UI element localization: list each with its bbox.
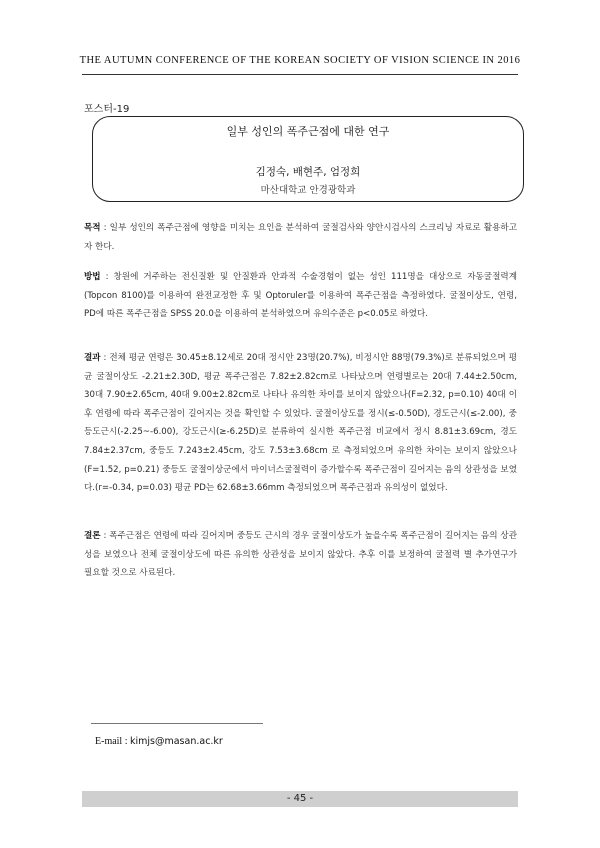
page-number: - 45 - <box>286 793 314 804</box>
footnote-rule <box>91 723 263 724</box>
poster-number: 포스터-19 <box>84 104 130 115</box>
title-box <box>92 116 524 202</box>
section-results <box>84 349 517 498</box>
email-label: E-mail : <box>95 736 130 747</box>
footnote-email <box>95 736 223 747</box>
header-rule <box>82 74 518 75</box>
section-methods-label: 방법 <box>84 272 101 282</box>
section-conclusion-label: 결론 <box>84 531 101 541</box>
section-methods-text: : 창원에 거주하는 전신질환 및 안질환과 안과적 수술경험이 없는 성인 111명을 대상으로 자동굴절력계(Topcon 8100)를 이용하여 완전교정한 후 및 Optoruler를 이용하여 폭주근점을 측정하였다. 굴절이상도, 연령, PD에 따른 폭주근점을 SPSS 20.0을 이용하여 분석하였으며 유의수준은 p<0.05로 하였다. <box>84 272 517 320</box>
section-conclusion <box>84 527 517 583</box>
paper-affiliation: 마산대학교 안경광학과 <box>260 185 356 196</box>
page-number-bar <box>82 791 518 807</box>
section-conclusion-text: : 폭주근점은 연령에 따라 길어지며 중등도 근시의 경우 굴절이상도가 높을수록 폭주근점이 길어지는 음의 상관성을 보였으나 전체 굴절이상도에 따른 유의한 상관성을 보이지 않았다. 추후 이를 보정하여 굴절력 별 추가연구가 필요할 것으로 사료된다. <box>84 531 517 579</box>
running-header: THE AUTUMN CONFERENCE OF THE KOREAN SOCIETY OF VISION SCIENCE IN 2016 <box>79 55 521 66</box>
email-address: kimjs@masan.ac.kr <box>130 736 223 747</box>
paper-authors: 김정숙, 배현주, 엄정희 <box>255 166 361 178</box>
section-purpose <box>84 219 517 256</box>
section-purpose-text: : 일부 성인의 폭주근점에 영향을 미치는 요인을 분석하여 굴절검사와 양안시검사의 스크리닝 자료로 활용하고자 한다. <box>84 223 517 252</box>
section-purpose-label: 목적 <box>84 223 101 233</box>
section-results-text: : 전체 평균 연령은 30.45±8.12세로 20대 정시안 23명(20.7%), 비정시안 88명(79.3%)로 분류되었으며 평균 굴절이상도 -2.21±2.30D, 평균 폭주근점은 7.82±2.82cm로 나타났으며 연령별로는 20대 7.44±2.50cm, 30대 7.90±2.65cm, 40대 9.00±2.82cm로 나타나 유의한 차이를 보이지 않았으나(F=2.32, p=0.10) 40대 이후 연령에 따라 폭주근점이 길어지는 것을 확인할 수 있었다. 굴절이상도를 정시(≤-0.50D), 경도근시(≤-2.00), 중등도근시(-2.25~-6.00), 강도근시(≥-6.25D)로 분류하여 실시한 폭주근점 비교에서 정시 8.81±3.69cm, 경도 7.84±2.37cm, 중등도 7.243±2.45cm, 강도 7.53±3.68cm 로 측정되었으며 유의한 차이는 보이지 않았으나(F=1.52, p=0.21) 중등도 굴절이상군에서 마이너스굴절력이 증가할수록 폭주근점이 길어지는 음의 상관성을 보였다.(r=-0.34, p=0.03) 평균 PD는 62.68±3.66mm 측정되었으며 폭주근점과 유의성이 없었다. <box>84 353 517 494</box>
paper-title: 일부 성인의 폭주근점에 대한 연구 <box>226 125 390 138</box>
section-results-label: 결과 <box>84 353 101 363</box>
section-methods <box>84 268 517 324</box>
